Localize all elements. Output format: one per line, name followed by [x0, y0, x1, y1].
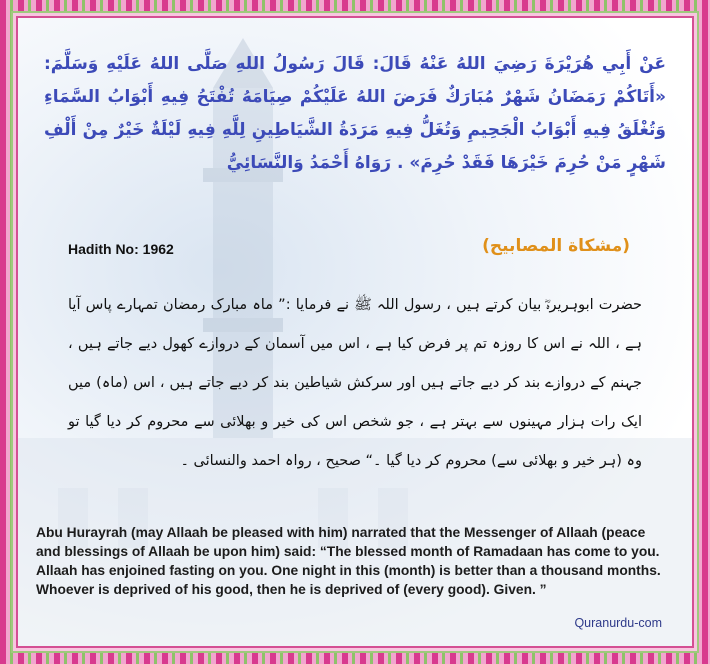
hadith-number: Hadith No: 1962 [68, 241, 174, 257]
content-panel [16, 16, 694, 648]
website-credit: Quranurdu-com [574, 616, 662, 630]
english-translation-text: Abu Hurayrah (may Allaah be pleased with him) narrated that the Messenger of Allaah (peace and blessings of Allaah be upon him) said: “The blessed month of Ramadaan has come to you. Allaah has enjoined fasting on you. One night in this (month) is better than a thousand months. Whoever is deprived of his good, then he is deprived of (every good). Given. ” [36, 525, 661, 597]
arabic-hadith-text: عَنْ أَبِي هُرَيْرَةَ رَضِيَ اللهُ عَنْهُ قَالَ: قَالَ رَسُولُ اللهِ صَلَّى اللهُ عَلَيْهِ وَسَلَّمَ: «أَتَاكُمْ رَمَضَانُ شَهْرٌ مُبَارَكٌ فَرَضَ اللهُ عَلَيْكُمْ صِيَامَهُ تُفْتَحُ فِيهِ أَبْوَابُ السَّمَاءِ وَتُغْلَقُ فِيهِ أَبْوَابُ الْجَحِيمِ وَتُغَلُّ فِيهِ مَرَدَةُ الشَّيَاطِينِ لِلَّهِ فِيهِ لَيْلَةٌ خَيْرٌ مِنْ أَلْفِ شَهْرٍ مَنْ حُرِمَ خَيْرَهَا فَقَدْ حُرِمَ» . رَوَاهُ أَحْمَدُ وَالنَّسَائِيُّ [44, 54, 666, 173]
urdu-translation-text: حضرت ابوہریرہؓ بیان کرتے ہیں ، رسول اللہ ﷺ نے فرمایا :” ماہ مبارک رمضان تمہارے پاس آیا ہے ، اللہ نے اس کا روزہ تم پر فرض کیا ہے ، اس میں آسمان کے دروازے کھول دیے جاتے ہیں ، جہنم کے دروازے بند کر دیے جاتے ہیں اور سرکش شیاطین بند کر دیے جاتے ہیں ، اس (ماہ) میں ایک رات ہزار مہینوں سے بہتر ہے ، جو شخص اس کی خیر و بھلائی سے محروم کر دیا گیا تو وہ (ہر خیر و بھلائی سے) محروم کر دیا گیا ۔“ صحیح ، رواہ احمد والنسائی ۔ [68, 297, 642, 469]
source-reference: (مشكاة المصابيح) [482, 236, 630, 256]
